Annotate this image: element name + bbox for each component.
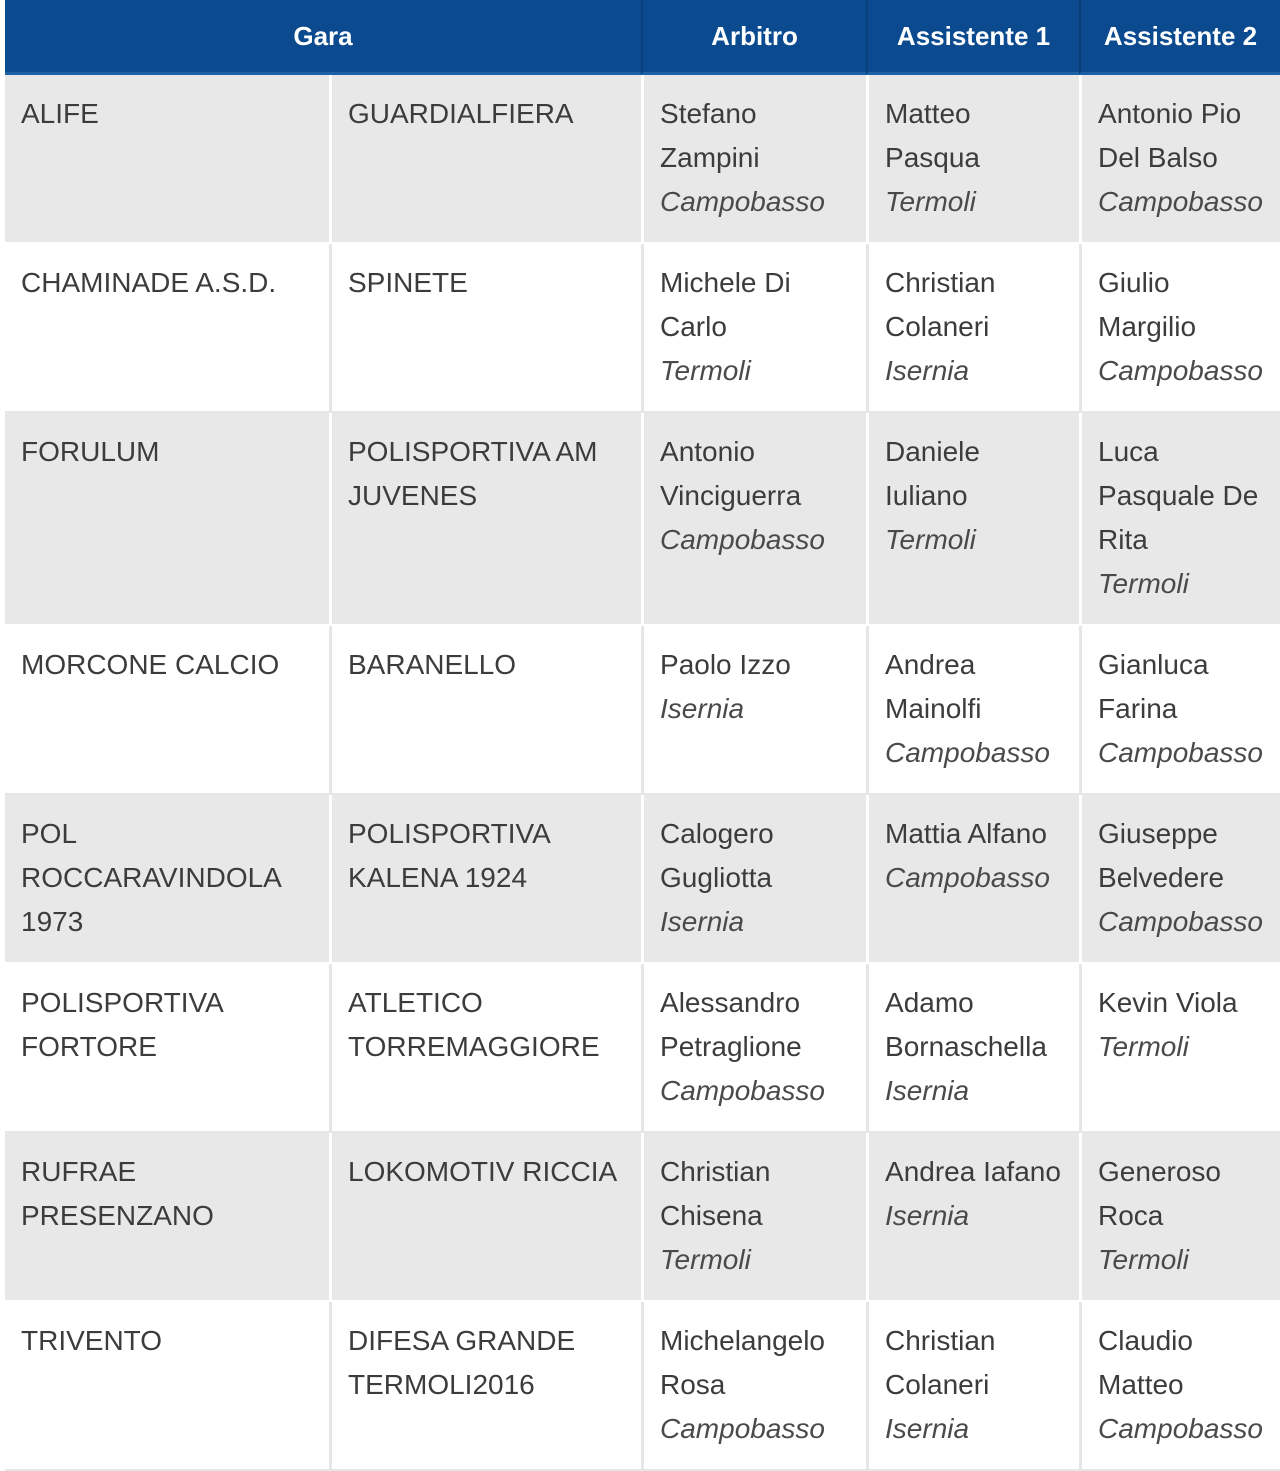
arbitro-city: Termoli [660,355,751,386]
table-row [5,1302,1280,1471]
assistente-1-name: Adamo Bornaschella [885,987,1047,1062]
assistente-2-name: Generoso Roca [1098,1156,1221,1231]
assistente-1-city: Isernia [885,1075,970,1106]
arbitro-city: Campobasso [660,1413,825,1444]
assistente-1-name: Christian Colaneri [885,1325,996,1400]
assistente-2-name: Luca Pasquale De Rita [1098,436,1259,555]
assistente-2-cell [1079,413,1280,626]
arbitro-name: Michele Di Carlo [660,267,791,342]
header-assistente-1: Assistente 1 [866,0,1079,75]
away-team-cell [329,244,641,413]
assistente-1-city: Campobasso [885,737,1050,768]
table-row [5,626,1280,795]
table-row [5,244,1280,413]
assistente-2-city: Termoli [1098,1244,1189,1275]
assistente-1-cell [866,244,1079,413]
arbitro-cell [641,1133,866,1302]
header-row [5,0,1280,75]
home-team-cell [5,413,329,626]
home-team-cell [5,1302,329,1471]
home-team-cell [5,1133,329,1302]
away-team: POLISPORTIVA AM JUVENES [348,436,598,511]
assistente-1-cell [866,795,1079,964]
assistente-2-name: Giulio Margilio [1098,267,1197,342]
home-team: TRIVENTO [21,1325,163,1356]
home-team: POL ROCCARAVINDOLA 1973 [21,818,281,937]
home-team-cell [5,75,329,244]
assistente-1-city: Termoli [885,524,976,555]
assistente-1-name: Matteo Pasqua [885,98,980,173]
assistente-1-cell [866,75,1079,244]
assistente-1-city: Isernia [885,1413,970,1444]
arbitro-city: Campobasso [660,1075,825,1106]
referee-assignments-table [5,0,1280,1471]
assistente-2-cell [1079,1133,1280,1302]
assistente-2-city: Campobasso [1098,1413,1263,1444]
arbitro-cell [641,1302,866,1471]
arbitro-cell [641,413,866,626]
assistente-2-cell [1079,244,1280,413]
arbitro-city: Campobasso [660,186,825,217]
away-team-cell [329,413,641,626]
referee-assignments-table-wrapper [5,0,1280,1471]
assistente-1-name: Daniele Iuliano [885,436,980,511]
table-row [5,1133,1280,1302]
table-body [5,75,1280,1471]
away-team: POLISPORTIVA KALENA 1924 [348,818,550,893]
home-team-cell [5,626,329,795]
header-gara: Gara [5,0,641,75]
assistente-1-city: Campobasso [885,862,1050,893]
away-team-cell [329,964,641,1133]
assistente-1-city: Termoli [885,186,976,217]
header-arbitro: Arbitro [641,0,866,75]
assistente-2-cell [1079,964,1280,1133]
assistente-2-name: Claudio Matteo [1098,1325,1193,1400]
assistente-1-cell [866,413,1079,626]
assistente-1-cell [866,1133,1079,1302]
assistente-2-name: Gianluca Farina [1098,649,1209,724]
assistente-2-city: Campobasso [1098,186,1263,217]
table-row [5,964,1280,1133]
away-team: SPINETE [348,267,468,298]
assistente-1-city: Isernia [885,1200,970,1231]
assistente-2-city: Campobasso [1098,355,1263,386]
assistente-2-cell [1079,795,1280,964]
assistente-2-city: Termoli [1098,568,1189,599]
away-team-cell [329,75,641,244]
assistente-1-name: Andrea Iafano [885,1156,1061,1187]
away-team: DIFESA GRANDE TERMOLI2016 [348,1325,576,1400]
assistente-1-cell [866,1302,1079,1471]
table-row [5,795,1280,964]
assistente-2-name: Antonio Pio Del Balso [1098,98,1242,173]
assistente-2-cell [1079,75,1280,244]
away-team: GUARDIALFIERA [348,98,574,129]
away-team: LOKOMOTIV RICCIA [348,1156,618,1187]
arbitro-city: Termoli [660,1244,751,1275]
arbitro-name: Paolo Izzo [660,649,791,680]
assistente-1-city: Isernia [885,355,970,386]
arbitro-city: Campobasso [660,524,825,555]
away-team-cell [329,1133,641,1302]
arbitro-cell [641,75,866,244]
assistente-2-name: Kevin Viola [1098,987,1238,1018]
assistente-2-city: Campobasso [1098,737,1263,768]
arbitro-name: Michelangelo Rosa [660,1325,826,1400]
home-team: FORULUM [21,436,160,467]
assistente-2-name: Giuseppe Belvedere [1098,818,1225,893]
home-team-cell [5,964,329,1133]
arbitro-cell [641,795,866,964]
away-team: BARANELLO [348,649,517,680]
assistente-1-cell [866,964,1079,1133]
arbitro-cell [641,626,866,795]
arbitro-name: Alessandro Petraglione [660,987,802,1062]
home-team-cell [5,244,329,413]
away-team-cell [329,626,641,795]
arbitro-cell [641,244,866,413]
arbitro-name: Antonio Vinciguerra [660,436,802,511]
home-team: POLISPORTIVA FORTORE [21,987,223,1062]
assistente-2-city: Campobasso [1098,906,1263,937]
assistente-1-name: Mattia Alfano [885,818,1047,849]
away-team: ATLETICO TORREMAGGIORE [348,987,600,1062]
home-team: RUFRAE PRESENZANO [21,1156,214,1231]
assistente-1-name: Christian Colaneri [885,267,996,342]
assistente-2-city: Termoli [1098,1031,1189,1062]
assistente-1-name: Andrea Mainolfi [885,649,982,724]
arbitro-name: Christian Chisena [660,1156,771,1231]
arbitro-city: Isernia [660,693,745,724]
home-team: CHAMINADE A.S.D. [21,267,277,298]
home-team: ALIFE [21,98,99,129]
arbitro-city: Isernia [660,906,745,937]
away-team-cell [329,795,641,964]
assistente-2-cell [1079,626,1280,795]
arbitro-name: Stefano Zampini [660,98,760,173]
arbitro-cell [641,964,866,1133]
header-assistente-2: Assistente 2 [1079,0,1280,75]
away-team-cell [329,1302,641,1471]
assistente-2-cell [1079,1302,1280,1471]
arbitro-name: Calogero Gugliotta [660,818,774,893]
home-team: MORCONE CALCIO [21,649,280,680]
table-row [5,75,1280,244]
table-row [5,413,1280,626]
home-team-cell [5,795,329,964]
table-header [5,0,1280,75]
assistente-1-cell [866,626,1079,795]
